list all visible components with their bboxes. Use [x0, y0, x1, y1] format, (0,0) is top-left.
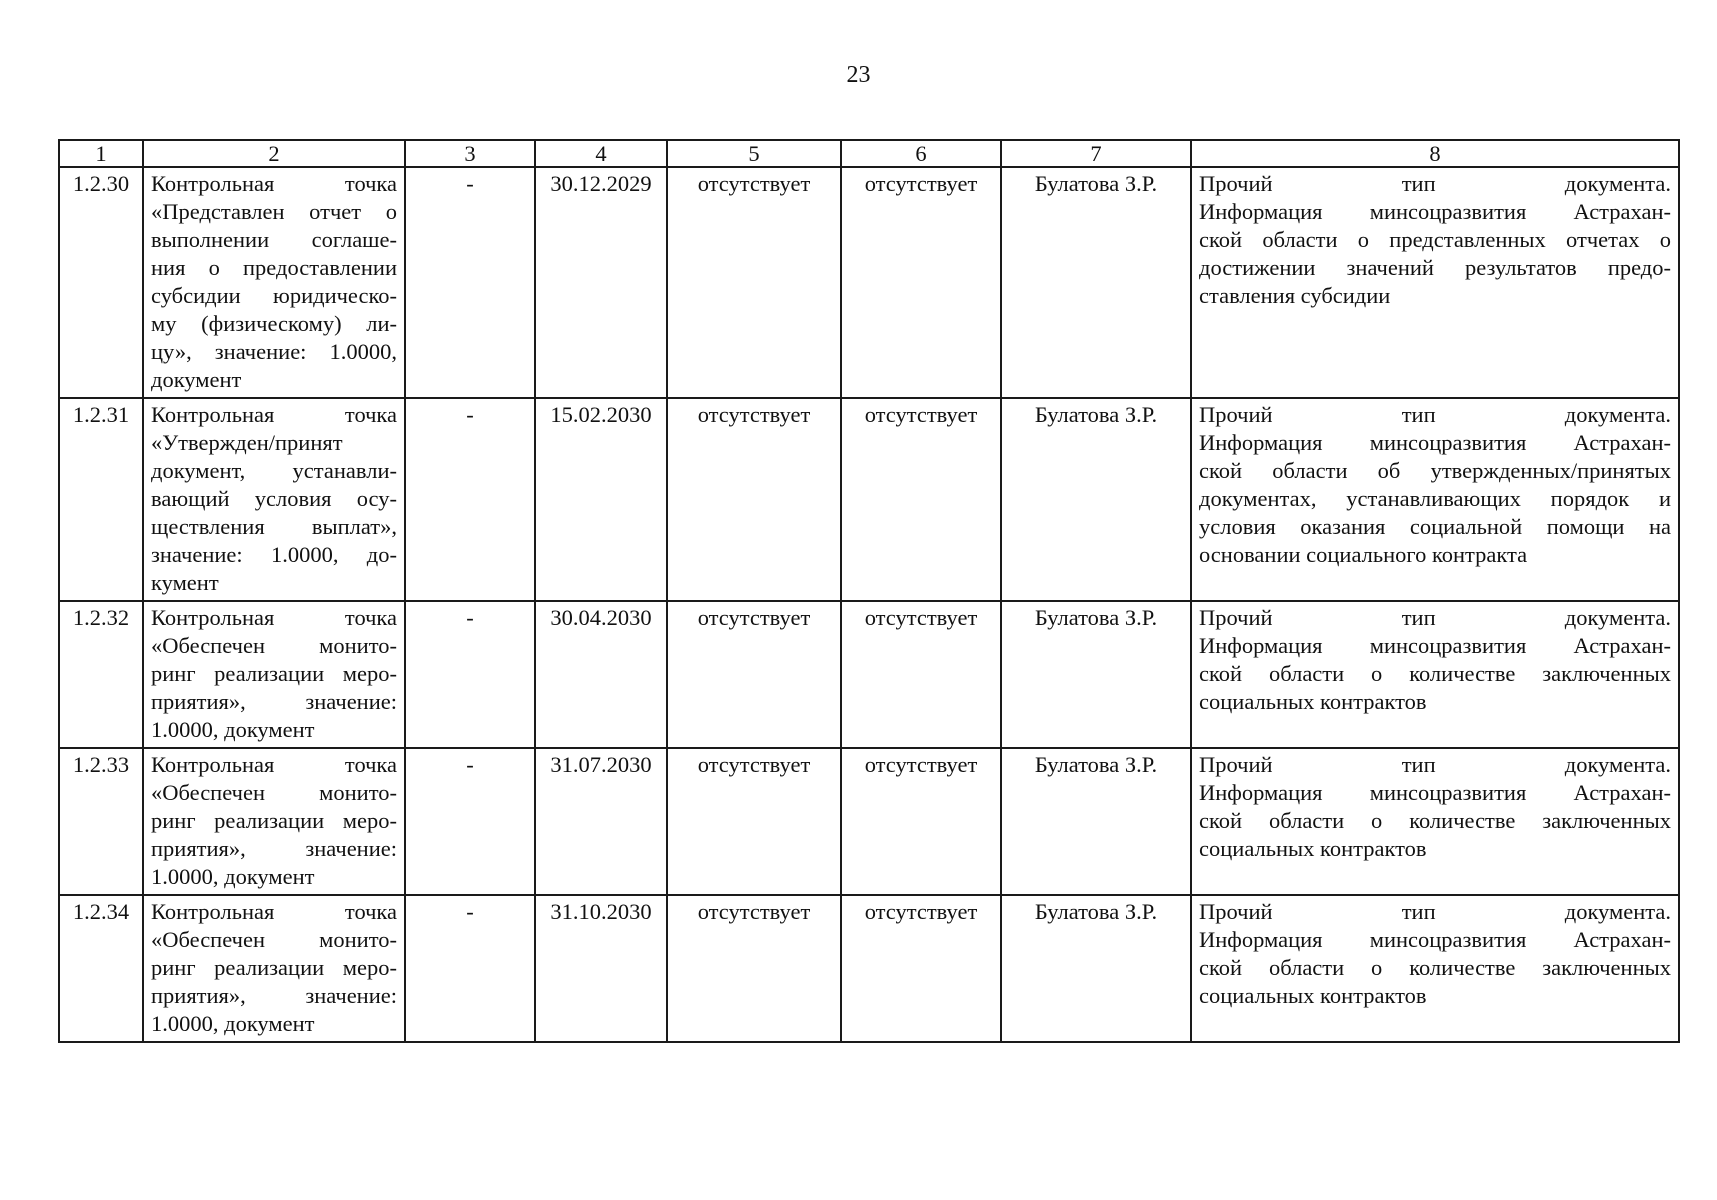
- document-description: [1191, 895, 1679, 1042]
- control-point-name-line: субсидии юридическо-: [151, 283, 397, 308]
- control-point-name-line: 1.0000, документ: [151, 1011, 315, 1036]
- control-point-name-line: значение: 1.0000, до-: [151, 542, 397, 567]
- control-point-name-line: Контрольная точка: [151, 402, 397, 427]
- document-description-line: основании социального контракта: [1199, 542, 1528, 567]
- control-point-name-line: Контрольная точка: [151, 899, 397, 924]
- control-point-name-line: цу», значение: 1.0000,: [151, 339, 397, 364]
- item-number: 1.2.34: [59, 895, 143, 1042]
- column-5-value: отсутствует: [667, 601, 841, 748]
- column-6-value: отсутствует: [841, 398, 1001, 601]
- header-cell: 7: [1001, 140, 1191, 167]
- document-description-line: условия оказания социальной помощи на: [1199, 514, 1671, 539]
- document-description-line: ской области о количестве заключенных: [1199, 808, 1671, 833]
- column-3-value: -: [405, 167, 535, 398]
- control-point-name-line: «Обеспечен монито-: [151, 780, 397, 805]
- control-point-name-line: приятия», значение:: [151, 836, 397, 861]
- control-point-name-line: 1.0000, документ: [151, 864, 315, 889]
- header-cell: 1: [59, 140, 143, 167]
- item-number: 1.2.32: [59, 601, 143, 748]
- responsible-person: Булатова З.Р.: [1001, 167, 1191, 398]
- table-row: [59, 167, 1679, 398]
- control-point-name-line: документ, устанавли-: [151, 458, 397, 483]
- document-description-line: достижении значений результатов предо-: [1199, 255, 1671, 280]
- document-description-line: социальных контрактов: [1199, 836, 1427, 861]
- table-row: [59, 601, 1679, 748]
- responsible-person: Булатова З.Р.: [1001, 748, 1191, 895]
- document-description-line: Информация минсоцразвития Астрахан-: [1199, 430, 1671, 455]
- control-point-name-line: «Утвержден/принят: [151, 430, 343, 455]
- control-point-name: [143, 748, 405, 895]
- document-description-line: Информация минсоцразвития Астрахан-: [1199, 780, 1671, 805]
- control-point-name-line: «Представлен отчет о: [151, 199, 397, 224]
- column-6-value: отсутствует: [841, 895, 1001, 1042]
- document-description-line: Информация минсоцразвития Астрахан-: [1199, 199, 1671, 224]
- document-description-line: документах, устанавливающих порядок и: [1199, 486, 1671, 511]
- control-point-name: [143, 601, 405, 748]
- column-5-value: отсутствует: [667, 895, 841, 1042]
- table-row: [59, 895, 1679, 1042]
- responsible-person: Булатова З.Р.: [1001, 398, 1191, 601]
- header-cell: 6: [841, 140, 1001, 167]
- control-point-name-line: вающий условия осу-: [151, 486, 397, 511]
- document-description: [1191, 748, 1679, 895]
- control-point-name: [143, 895, 405, 1042]
- control-point-name-line: кумент: [151, 570, 219, 595]
- column-6-value: отсутствует: [841, 601, 1001, 748]
- document-description: [1191, 601, 1679, 748]
- control-point-name-line: «Обеспечен монито-: [151, 927, 397, 952]
- document-description-line: ской области о количестве заключенных: [1199, 955, 1671, 980]
- control-point-name-line: Контрольная точка: [151, 752, 397, 777]
- responsible-person: Булатова З.Р.: [1001, 895, 1191, 1042]
- deadline-date: 31.07.2030: [535, 748, 667, 895]
- deadline-date: 30.04.2030: [535, 601, 667, 748]
- control-point-name-line: 1.0000, документ: [151, 717, 315, 742]
- control-point-name-line: ществления выплат»,: [151, 514, 397, 539]
- control-points-table: [58, 139, 1680, 1043]
- document-description: [1191, 398, 1679, 601]
- header-cell: 8: [1191, 140, 1679, 167]
- header-cell: 5: [667, 140, 841, 167]
- header-cell: 4: [535, 140, 667, 167]
- item-number: 1.2.31: [59, 398, 143, 601]
- responsible-person: Булатова З.Р.: [1001, 601, 1191, 748]
- column-5-value: отсутствует: [667, 748, 841, 895]
- document-description-line: ской области о представленных отчетах о: [1199, 227, 1671, 252]
- document-description-line: Прочий тип документа.: [1199, 605, 1671, 630]
- column-3-value: -: [405, 601, 535, 748]
- column-3-value: -: [405, 748, 535, 895]
- header-cell: 3: [405, 140, 535, 167]
- document-description-line: ской области об утвержденных/принятых: [1199, 458, 1671, 483]
- control-point-name-line: приятия», значение:: [151, 689, 397, 714]
- table-body: [59, 140, 1679, 1042]
- table-header-row: [59, 140, 1679, 167]
- control-point-name: [143, 167, 405, 398]
- document-description-line: Информация минсоцразвития Астрахан-: [1199, 633, 1671, 658]
- deadline-date: 15.02.2030: [535, 398, 667, 601]
- control-point-name: [143, 398, 405, 601]
- control-point-name-line: выполнении соглаше-: [151, 227, 397, 252]
- deadline-date: 31.10.2030: [535, 895, 667, 1042]
- document-description-line: Прочий тип документа.: [1199, 171, 1671, 196]
- document-description-line: Прочий тип документа.: [1199, 402, 1671, 427]
- document-description-line: социальных контрактов: [1199, 689, 1427, 714]
- control-point-name-line: «Обеспечен монито-: [151, 633, 397, 658]
- control-point-name-line: Контрольная точка: [151, 605, 397, 630]
- control-point-name-line: ния о предоставлении: [151, 255, 397, 280]
- document-description-line: Прочий тип документа.: [1199, 752, 1671, 777]
- table-row: [59, 748, 1679, 895]
- document-description-line: ставления субсидии: [1199, 283, 1391, 308]
- item-number: 1.2.33: [59, 748, 143, 895]
- column-6-value: отсутствует: [841, 748, 1001, 895]
- control-point-name-line: ринг реализации меро-: [151, 661, 397, 686]
- control-point-name-line: документ: [151, 367, 242, 392]
- document-description-line: социальных контрактов: [1199, 983, 1427, 1008]
- document-description-line: Информация минсоцразвития Астрахан-: [1199, 927, 1671, 952]
- page-number: 23: [846, 62, 871, 88]
- column-5-value: отсутствует: [667, 167, 841, 398]
- document-description: [1191, 167, 1679, 398]
- control-point-name-line: приятия», значение:: [151, 983, 397, 1008]
- control-point-name-line: Контрольная точка: [151, 171, 397, 196]
- header-cell: 2: [143, 140, 405, 167]
- column-3-value: -: [405, 895, 535, 1042]
- control-point-name-line: ринг реализации меро-: [151, 955, 397, 980]
- table-row: [59, 398, 1679, 601]
- document-description-line: Прочий тип документа.: [1199, 899, 1671, 924]
- control-point-name-line: ринг реализации меро-: [151, 808, 397, 833]
- column-6-value: отсутствует: [841, 167, 1001, 398]
- document-description-line: ской области о количестве заключенных: [1199, 661, 1671, 686]
- deadline-date: 30.12.2029: [535, 167, 667, 398]
- column-5-value: отсутствует: [667, 398, 841, 601]
- item-number: 1.2.30: [59, 167, 143, 398]
- control-point-name-line: му (физическому) ли-: [151, 311, 397, 336]
- column-3-value: -: [405, 398, 535, 601]
